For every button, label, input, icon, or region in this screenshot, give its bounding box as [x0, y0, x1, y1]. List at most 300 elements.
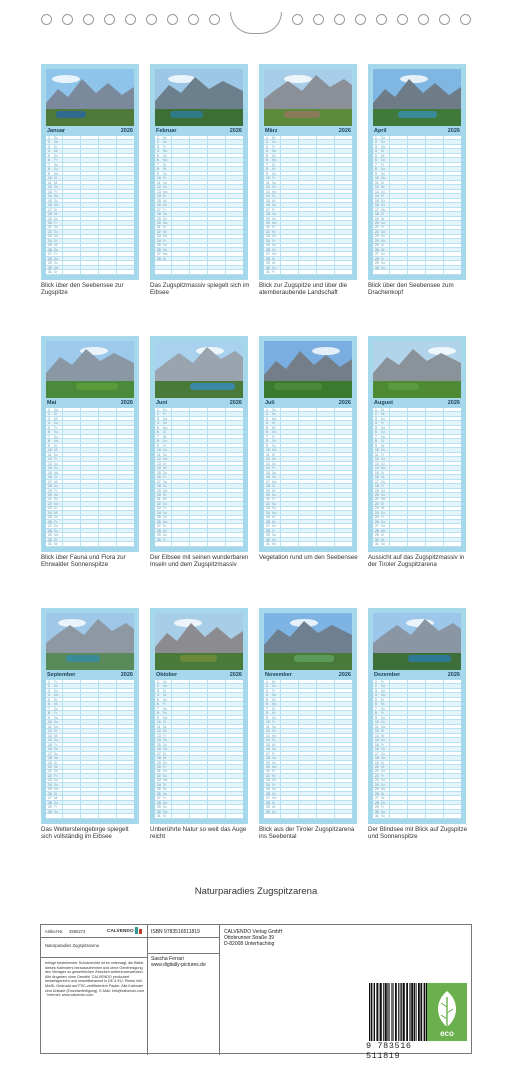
binding-hole: [83, 14, 94, 25]
column-divider: [443, 408, 444, 547]
day-number: 15: [266, 470, 270, 475]
day-number: 26: [48, 247, 52, 252]
day-number: 3: [266, 416, 268, 421]
binding-hole: [292, 14, 303, 25]
weekday: Di: [163, 814, 167, 819]
month-year: 2026: [447, 128, 460, 134]
day-number: 11: [157, 180, 161, 185]
column-divider: [407, 408, 408, 547]
column-divider: [98, 136, 99, 275]
weekday: So: [163, 679, 167, 684]
month-name: April: [374, 128, 387, 134]
day-number: 28: [157, 800, 161, 805]
day-number: 11: [375, 452, 379, 457]
weekday: Do: [272, 171, 277, 176]
day-number: 26: [157, 519, 161, 524]
weekday: Di: [381, 501, 385, 506]
weekday: So: [163, 216, 167, 221]
day-number: 21: [266, 497, 270, 502]
weekday: So: [381, 140, 385, 145]
day-number: 24: [157, 782, 161, 787]
weekday: Do: [163, 501, 168, 506]
weekday: So: [272, 697, 276, 702]
day-number: 28: [375, 256, 379, 261]
weekday: Sa: [163, 149, 167, 154]
binding-hole: [418, 14, 429, 25]
barcode-bar: [411, 983, 413, 1041]
weekday: So: [381, 720, 385, 725]
weekday: So: [272, 443, 276, 448]
month-name: Februar: [156, 128, 177, 134]
month-photo: [373, 341, 461, 398]
weekday: Di: [54, 760, 58, 765]
day-number: 3: [266, 144, 268, 149]
weekday: So: [272, 506, 276, 511]
day-number: 14: [157, 466, 161, 471]
day-number: 23: [266, 506, 270, 511]
weekday: Do: [163, 439, 168, 444]
month-photo: [373, 613, 461, 670]
weekday: Mo: [163, 457, 168, 462]
day-number: 22: [48, 229, 52, 234]
day-number: 21: [157, 225, 161, 230]
day-number: 5: [375, 153, 377, 158]
day-number: 17: [157, 207, 161, 212]
weekday: So: [381, 814, 385, 819]
weekday: Do: [272, 524, 277, 529]
weekday: Mo: [163, 809, 168, 814]
weekday: Mi: [163, 724, 167, 729]
day-number: 21: [375, 497, 379, 502]
column-divider: [225, 408, 226, 547]
weekday: So: [163, 742, 167, 747]
day-number: 5: [266, 153, 268, 158]
weekday: Fr: [54, 221, 58, 225]
day-number: 26: [375, 519, 379, 524]
weekday: Fr: [381, 225, 385, 230]
day-number: 28: [48, 528, 52, 533]
day-number: 20: [375, 765, 379, 769]
weekday: So: [54, 688, 58, 693]
barcode-bar: [406, 983, 408, 1041]
month-header: [46, 671, 134, 679]
divider: [219, 925, 220, 1055]
weekday: So: [381, 524, 385, 529]
day-number: 24: [48, 782, 52, 787]
weekday: Di: [381, 470, 385, 475]
weekday: Fr: [163, 238, 167, 243]
day-grid: [373, 680, 461, 819]
day-number: 19: [266, 216, 270, 221]
weekday: Sa: [163, 212, 167, 217]
weekday: Mi: [54, 510, 58, 515]
day-number: 24: [375, 238, 379, 243]
weekday: Mo: [163, 488, 168, 493]
weekday: Mo: [54, 265, 59, 270]
column-divider: [389, 680, 390, 819]
month-header: [264, 127, 352, 135]
weekday: Fr: [272, 434, 276, 439]
day-number: 26: [48, 519, 52, 524]
day-number: 14: [266, 466, 270, 471]
day-number: 28: [48, 256, 52, 261]
weekday: Do: [381, 769, 386, 774]
weekday: Sa: [163, 479, 167, 484]
day-number: 6: [375, 430, 377, 435]
weekday: Fr: [163, 796, 167, 801]
month-photo: [373, 69, 461, 126]
day-row: [373, 815, 461, 819]
weekday: Mo: [381, 693, 386, 698]
day-number: 9: [157, 715, 159, 720]
day-number: 20: [48, 493, 52, 497]
month-header: [264, 399, 352, 407]
weekday: Mi: [272, 679, 276, 684]
day-number: 9: [266, 443, 268, 448]
weekday: Di: [54, 144, 58, 149]
day-number: 9: [375, 715, 377, 720]
weekday: Mo: [272, 448, 277, 453]
day-number: 26: [266, 247, 270, 252]
weekday: Do: [163, 470, 168, 475]
day-number: 16: [375, 203, 379, 208]
day-number: 20: [266, 493, 270, 497]
day-number: 12: [266, 185, 270, 190]
weekday: Mo: [272, 733, 277, 738]
weekday: Fr: [272, 144, 276, 149]
day-number: 17: [375, 207, 379, 212]
landscape-photo-icon: [155, 69, 243, 126]
day-number: 18: [375, 212, 379, 217]
weekday: So: [163, 452, 167, 457]
day-number: 11: [48, 180, 52, 185]
day-number: 21: [48, 769, 52, 774]
calendar-title: Naturparadies Zugspitzarena: [194, 886, 318, 897]
weekday: Fr: [54, 805, 58, 810]
weekday: Do: [272, 778, 277, 783]
weekday: Di: [381, 180, 385, 185]
month-card: [41, 64, 139, 296]
day-number: 22: [375, 773, 379, 778]
day-number: 10: [375, 176, 379, 181]
day-number: 2: [157, 140, 159, 145]
day-row: [373, 271, 461, 275]
weekday: Di: [272, 515, 276, 520]
weekday: Mi: [54, 416, 58, 421]
weekday: Mo: [272, 702, 277, 707]
weekday: Di: [54, 238, 58, 243]
landscape-photo-icon: [155, 341, 243, 398]
publisher-city: D-82008 Unterhaching: [224, 941, 275, 947]
weekday: Fr: [272, 528, 276, 533]
weekday: Mo: [54, 787, 59, 792]
day-number: 17: [375, 751, 379, 756]
column-divider: [334, 408, 335, 547]
weekday: Do: [54, 216, 59, 221]
barcode-bar: [395, 983, 397, 1041]
month-panel: [259, 64, 357, 280]
weekday: Di: [54, 207, 58, 212]
month-year: 2026: [447, 672, 460, 678]
weekday: Di: [163, 782, 167, 787]
weekday: Fr: [163, 443, 167, 448]
weekday: Sa: [163, 706, 167, 711]
day-number: 9: [266, 715, 268, 720]
day-number: 11: [266, 180, 270, 185]
weekday: Mo: [381, 176, 386, 181]
day-number: 26: [266, 519, 270, 524]
weekday: Di: [272, 452, 276, 457]
day-number: 17: [266, 479, 270, 484]
day-number: 23: [48, 778, 52, 783]
day-number: 4: [48, 149, 50, 154]
day-number: 3: [375, 144, 377, 149]
weekday: So: [381, 265, 385, 270]
weekday: Di: [381, 212, 385, 217]
binding-holes: [0, 14, 512, 30]
day-number: 10: [266, 448, 270, 453]
day-number: 30: [266, 537, 270, 542]
day-number: 6: [375, 702, 377, 707]
weekday: Mo: [163, 684, 168, 689]
day-number: 7: [157, 162, 159, 167]
weekday: Do: [381, 510, 386, 515]
weekday: Fr: [54, 679, 58, 684]
weekday: Mo: [54, 234, 59, 239]
weekday: Do: [163, 234, 168, 239]
day-number: 6: [266, 158, 268, 163]
weekday: Di: [381, 243, 385, 248]
day-number: 13: [266, 733, 270, 738]
weekday: Fr: [381, 194, 385, 199]
weekday: Sa: [272, 756, 276, 761]
day-number: 4: [375, 421, 377, 426]
weekday: Di: [381, 791, 385, 796]
day-number: 24: [266, 510, 270, 515]
day-number: 21: [48, 225, 52, 230]
day-grid: [46, 680, 134, 819]
day-number: 7: [157, 706, 159, 711]
weekday: Mi: [381, 506, 385, 511]
day-number: 6: [48, 702, 50, 707]
column-divider: [334, 680, 335, 819]
day-number: 14: [266, 194, 270, 199]
weekday: Do: [54, 247, 59, 252]
day-grid: [373, 408, 461, 547]
day-number: 31: [48, 270, 52, 275]
weekday: So: [381, 430, 385, 435]
day-number: 9: [266, 171, 268, 176]
day-number: 9: [48, 715, 50, 720]
weekday: Mo: [54, 171, 59, 176]
day-number: 18: [375, 756, 379, 761]
day-number: 21: [157, 769, 161, 774]
day-number: 29: [48, 805, 52, 810]
day-number: 3: [157, 416, 159, 421]
day-number: 15: [375, 470, 379, 475]
day-number: 13: [375, 733, 379, 738]
legal-notice: Infolge bestehender Schutzrechte ist es untersagt, die Bilder dieses Kalenders herauszutrennen und ohne Genehmigung des Verlages zu gewerblichen Zwecken weiterzuverwenden. Alle Angaben ohne Gewähr. CALVENDO produziert bedarfsgerecht und umweltbewusst in DE & EU. Preise inkl. MwSt. Gedruckt auf FSC-zertifiziertem Papier. Alle Kalender sind Unikate (Einzelanfertigung). E-Mail: info@calvendo.com · Internet: www.calvendo.com: [45, 961, 145, 998]
day-number: 31: [48, 542, 52, 547]
day-number: 23: [266, 778, 270, 783]
month-panel: [150, 64, 248, 280]
eco-label: eco: [440, 1029, 454, 1038]
day-number: 5: [375, 425, 377, 430]
weekday: Do: [272, 430, 277, 435]
month-header: [46, 127, 134, 135]
weekday: Mo: [272, 189, 277, 194]
month-year: 2026: [229, 128, 242, 134]
day-number: 7: [375, 706, 377, 711]
weekday: Mi: [272, 198, 276, 203]
weekday: Mi: [381, 185, 385, 190]
weekday: Fr: [163, 765, 167, 769]
day-number: 5: [157, 697, 159, 702]
month-photo: [155, 613, 243, 670]
day-number: 2: [48, 140, 50, 145]
weekday: Sa: [381, 809, 385, 814]
day-number: 15: [266, 198, 270, 203]
month-name: August: [374, 400, 393, 406]
day-number: 16: [157, 203, 161, 208]
day-number: 6: [266, 702, 268, 707]
weekday: Sa: [272, 407, 276, 412]
weekday: Sa: [272, 787, 276, 792]
weekday: Fr: [272, 782, 276, 787]
day-number: 19: [375, 488, 379, 493]
day-number: 20: [375, 493, 379, 497]
column-divider: [225, 136, 226, 275]
month-photo: [264, 69, 352, 126]
column-divider: [389, 136, 390, 275]
weekday: Do: [381, 416, 386, 421]
weekday: So: [381, 493, 385, 497]
day-number: 19: [375, 760, 379, 765]
day-number: 18: [375, 484, 379, 489]
day-row: [264, 271, 352, 275]
weekday: Di: [163, 194, 167, 199]
weekday: Di: [54, 791, 58, 796]
barcode-bar: [392, 983, 393, 1041]
isbn: ISBN 9783516511819: [151, 929, 200, 935]
day-number: 6: [157, 158, 159, 163]
day-number: 19: [157, 216, 161, 221]
day-number: 25: [375, 243, 379, 248]
column-divider: [171, 408, 172, 547]
day-number: 26: [375, 247, 379, 252]
weekday: Do: [272, 234, 277, 239]
column-divider: [280, 136, 281, 275]
weekday: So: [54, 466, 58, 471]
weekday: Mi: [163, 434, 167, 439]
day-number: 5: [375, 697, 377, 702]
back-info-panel: [40, 924, 472, 1061]
month-header: [264, 671, 352, 679]
column-divider: [171, 680, 172, 819]
day-number: 22: [48, 501, 52, 506]
landscape-photo-icon: [155, 613, 243, 670]
weekday: Sa: [54, 461, 58, 466]
weekday: So: [163, 421, 167, 426]
binding-hole: [146, 14, 157, 25]
weekday: Mi: [163, 135, 167, 140]
day-number: 10: [266, 720, 270, 725]
weekday: Mi: [272, 425, 276, 430]
weekday: So: [272, 729, 276, 734]
day-number: 15: [48, 742, 52, 747]
barcode-bar: [385, 983, 387, 1041]
barcode-bar: [401, 983, 402, 1041]
article-number: 2590273: [69, 929, 86, 934]
day-number: 29: [266, 261, 270, 266]
weekday: So: [163, 805, 167, 810]
day-number: 10: [48, 448, 52, 453]
weekday: Fr: [54, 252, 58, 257]
landscape-photo-icon: [264, 341, 352, 398]
weekday: Di: [163, 225, 167, 230]
day-number: 13: [157, 733, 161, 738]
weekday: Do: [54, 515, 59, 520]
month-card: [150, 336, 249, 568]
day-number: 24: [375, 510, 379, 515]
month-name: September: [47, 672, 76, 678]
day-number: 6: [48, 158, 50, 163]
weekday: So: [54, 229, 58, 234]
day-number: 10: [48, 176, 52, 181]
weekday: Di: [163, 751, 167, 756]
day-number: 18: [266, 484, 270, 489]
landscape-photo-icon: [46, 613, 134, 670]
month-year: 2026: [338, 400, 351, 406]
day-number: 4: [266, 149, 268, 154]
day-number: 1: [157, 135, 159, 140]
weekday: Mo: [381, 144, 386, 149]
day-number: 6: [48, 430, 50, 435]
day-number: 4: [266, 421, 268, 426]
day-number: 15: [157, 198, 161, 203]
weekday: Fr: [381, 421, 385, 426]
weekday: Do: [163, 533, 168, 538]
column-divider: [316, 408, 317, 547]
day-number: 5: [266, 425, 268, 430]
day-number: 2: [375, 412, 377, 417]
photo-caption: Blick über den Seebensee zur Zugspitze: [41, 282, 124, 296]
day-number: 12: [375, 457, 379, 462]
weekday: Sa: [272, 501, 276, 506]
column-divider: [80, 680, 81, 819]
day-number: 20: [266, 221, 270, 225]
weekday: Mo: [272, 765, 277, 769]
weekday: So: [54, 782, 58, 787]
column-divider: [207, 408, 208, 547]
weekday: So: [272, 791, 276, 796]
month-card: [259, 608, 357, 840]
day-number: 27: [48, 524, 52, 529]
day-number: 16: [266, 475, 270, 480]
photo-caption: Das Wettersteingebirge spiegelt sich vollständig im Eibsee: [41, 826, 129, 840]
day-number: 27: [266, 524, 270, 529]
weekday: So: [272, 247, 276, 252]
day-number: 25: [157, 515, 161, 520]
day-grid: [155, 680, 243, 819]
weekday: Mi: [272, 261, 276, 266]
day-number: 17: [266, 207, 270, 212]
day-number: 4: [157, 421, 159, 426]
weekday: Sa: [163, 800, 167, 805]
weekday: Mo: [272, 252, 277, 257]
month-panel: [368, 336, 466, 552]
weekday: Mo: [381, 466, 386, 471]
